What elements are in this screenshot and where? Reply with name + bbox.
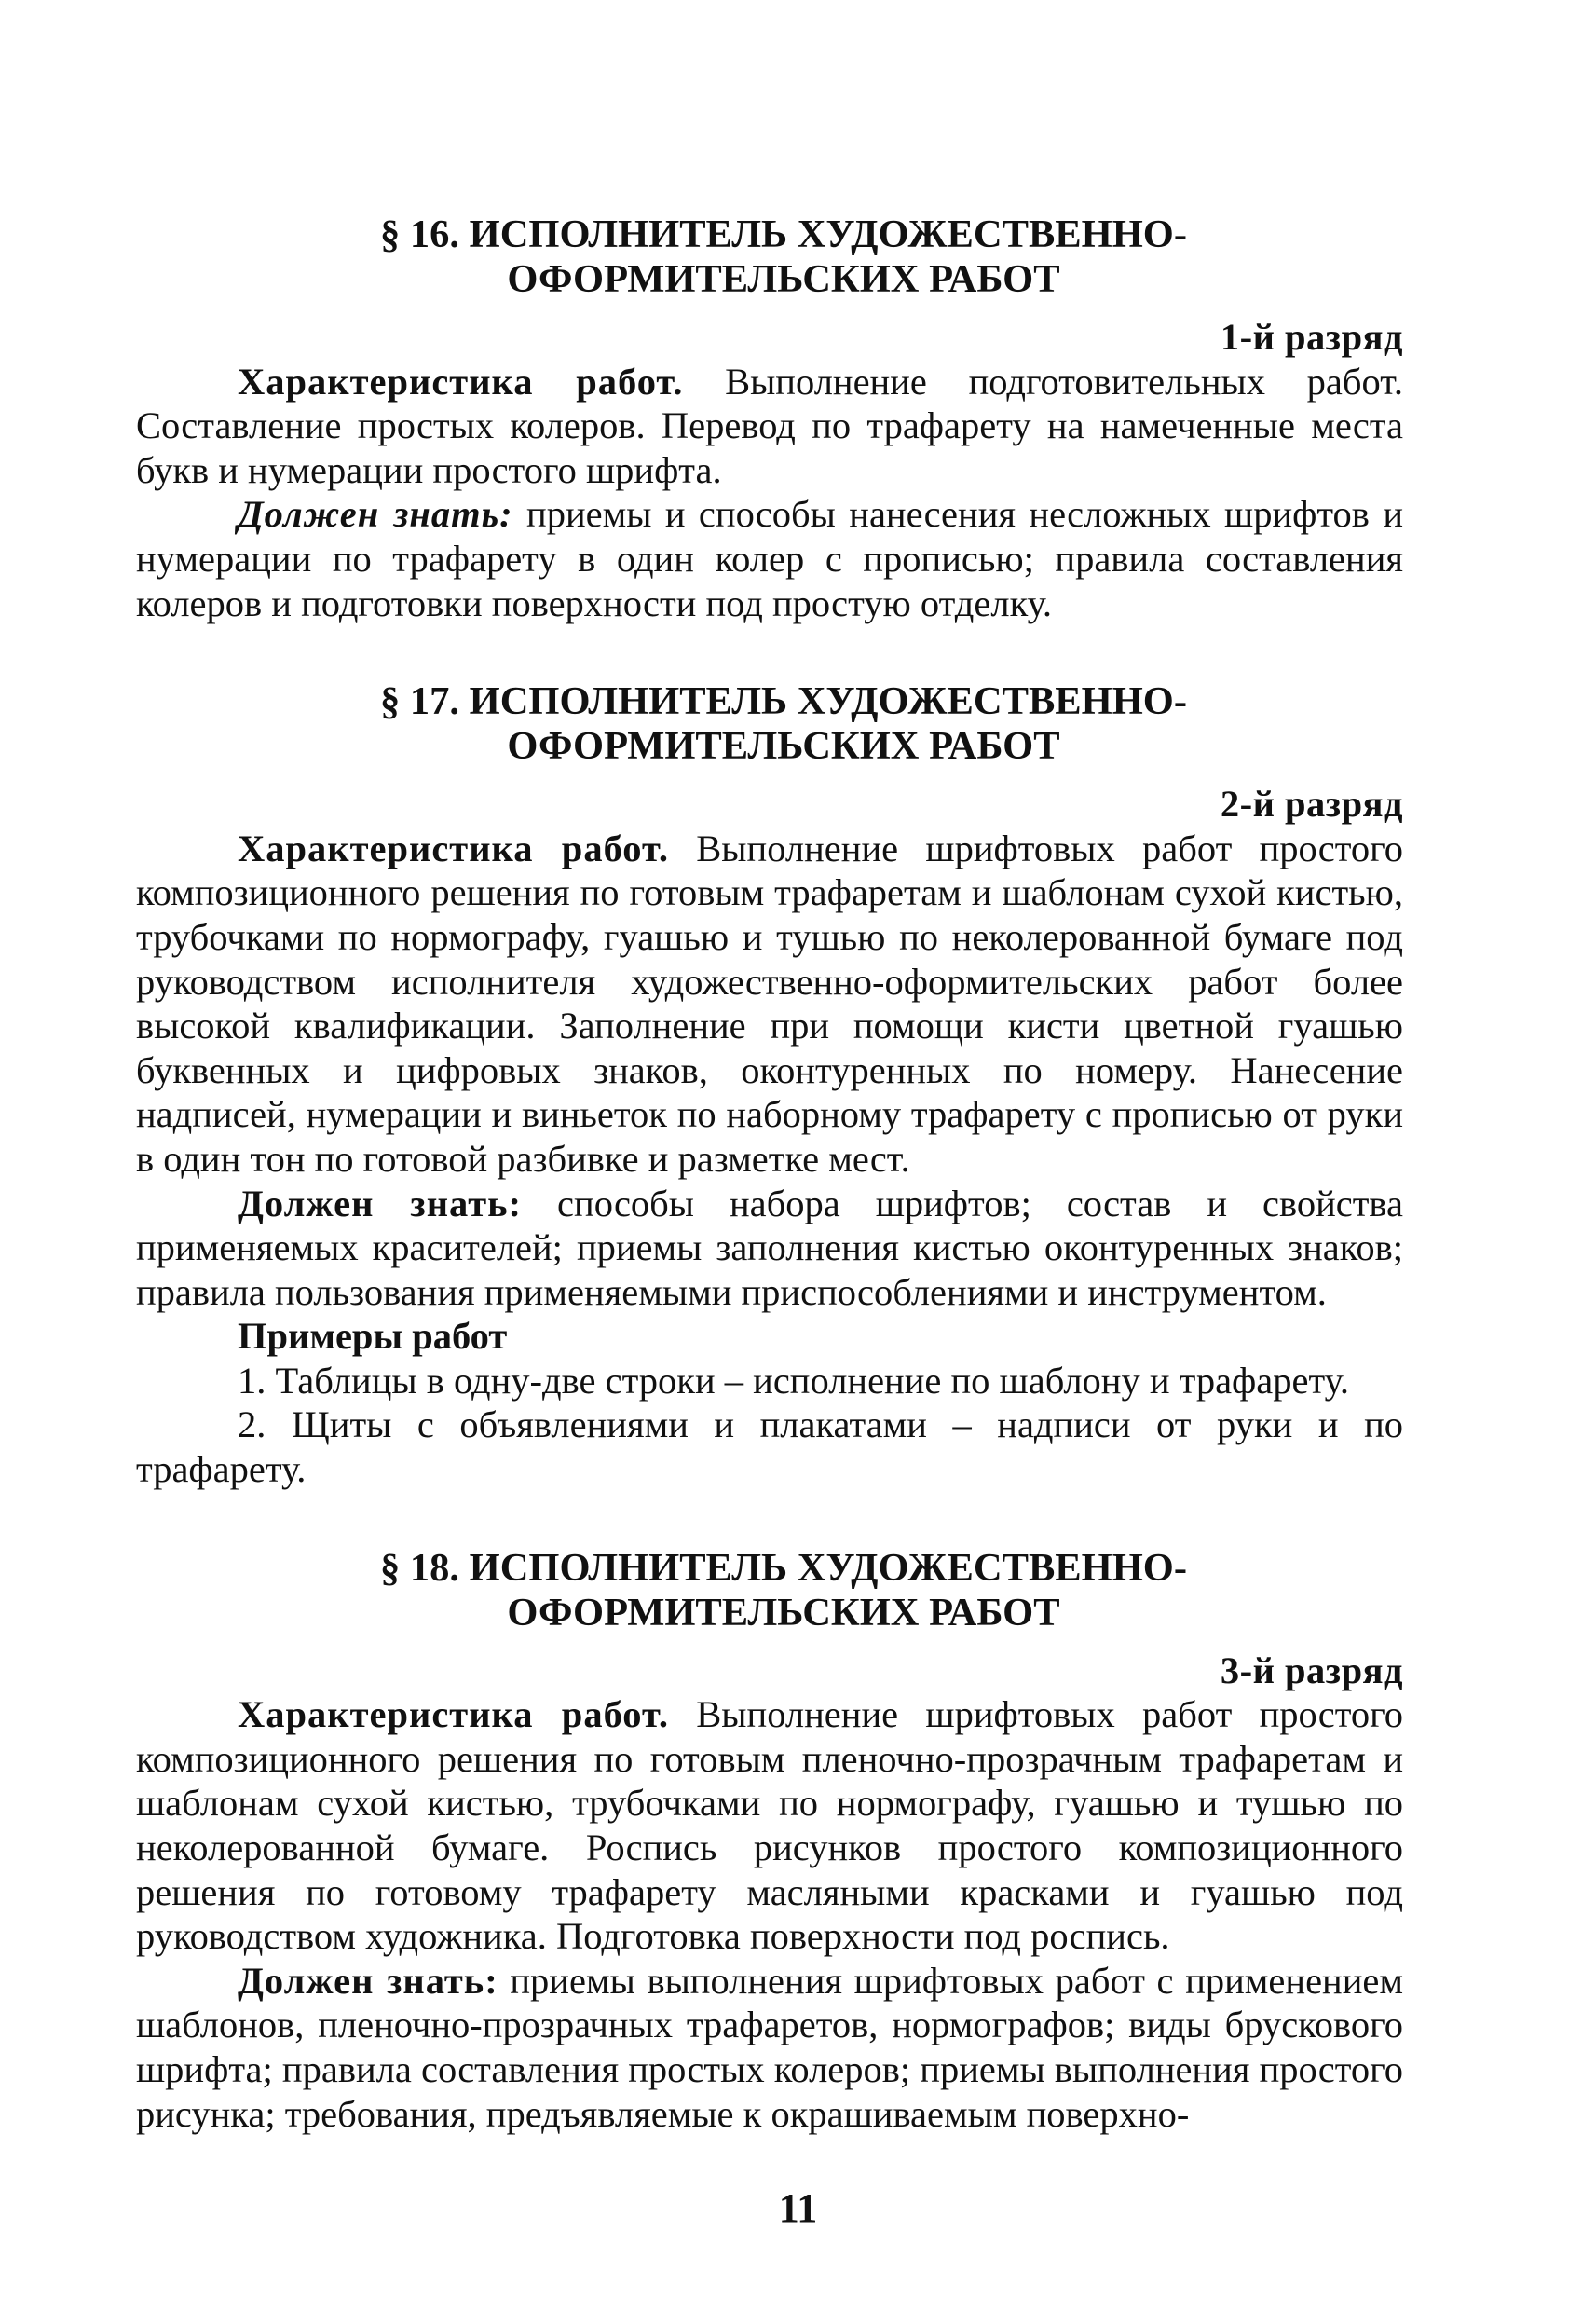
knowledge-label: Должен знать: <box>238 1959 498 2002</box>
section-title-line1: § 17. ИСПОЛНИТЕЛЬ ХУДОЖЕСТВЕННО- <box>380 679 1187 724</box>
section-16 <box>136 212 1403 625</box>
example-item: 1. Таблицы в одну-две строки – исполнение по шаблону и трафарету. <box>238 1359 1349 1402</box>
grade-label: 3-й разряд <box>1220 1648 1403 1691</box>
section-title <box>136 212 1403 302</box>
section-18 <box>136 1546 1403 2137</box>
section-17 <box>136 679 1403 1492</box>
knowledge-paragraph <box>136 1959 1403 2136</box>
knowledge-paragraph <box>136 1182 1403 1315</box>
document-page <box>136 212 1403 2136</box>
page-number: 11 <box>778 2185 818 2231</box>
characteristics-text: Выполнение шрифтовых работ простого композиционного решения по готовым трафаретам и шаблонам сухой кистью, трубочками по нормографу, гуашью и тушью по неколерованной бумаге под руководством исполнителя художественно-оформительских работ более высокой квалификации. Заполнение при помощи кисти цветной гуашью буквенных и цифровых знаков, оконтуренных по номеру. Нанесение надписей, нумерации и виньеток по наборному трафарету с прописью от руки в один тон по готовой разбивке и разметке мест. <box>136 827 1403 1180</box>
section-title-line2: ОФОРМИТЕЛЬСКИХ РАБОТ <box>507 724 1060 769</box>
characteristics-text: Выполнение шрифтовых работ простого композиционного решения по готовым пленочно-прозрачным трафаретам и шаблонам сухой кистью, трубочками по нормографу, гуашью и тушью по неколерованной бумаге. Роспись рисунков простого композиционного решения по готовому трафарету масляными красками и гуашью под руководством художника. Подготовка поверхности под роспись. <box>136 1693 1403 1958</box>
characteristics-label: Характеристика работ. <box>238 827 669 869</box>
section-title-line1: § 18. ИСПОЛНИТЕЛЬ ХУДОЖЕСТВЕННО- <box>380 1545 1187 1590</box>
section-title-line2: ОФОРМИТЕЛЬСКИХ РАБОТ <box>507 257 1060 301</box>
knowledge-text: приемы выполнения шрифтовых работ с применением шаблонов, пленочно-прозрачных трафаретов, нормографов; виды брускового шрифта; правила составления простых колеров; приемы выполнения простого рисунка; требования, предъявляемые к окрашиваемым поверхно- <box>136 1959 1403 2135</box>
knowledge-text: приемы и способы нанесения несложных шрифтов и нумерации по трафарету в один колер с прописью; правила составления колеров и подготовки поверхности под простую отделку. <box>136 493 1403 624</box>
knowledge-label: Должен знать: <box>238 1182 523 1224</box>
grade-label: 2-й разряд <box>1220 783 1403 826</box>
section-title <box>136 679 1403 769</box>
characteristics-paragraph <box>136 1692 1403 1959</box>
knowledge-paragraph <box>136 492 1403 625</box>
knowledge-text: способы набора шрифтов; состав и свойства применяемых красителей; приемы заполнения кистью оконтуренных знаков; правила пользования применяемыми приспособлениями и инструментом. <box>136 1182 1403 1313</box>
example-item: 2. Щиты с объявлениями и плакатами – надписи от руки и по трафарету. <box>136 1403 1403 1491</box>
section-title-line2: ОФОРМИТЕЛЬСКИХ РАБОТ <box>507 1590 1060 1635</box>
characteristics-paragraph <box>136 827 1403 1182</box>
examples-title: Примеры работ <box>238 1315 508 1358</box>
section-title <box>136 1546 1403 1635</box>
characteristics-text: Выполнение подготовительных работ. Составление простых колеров. Перевод по трафарету на намеченные места букв и нумерации простого шрифта. <box>136 360 1403 491</box>
characteristics-label: Характеристика работ. <box>238 360 684 403</box>
section-title-line1: § 16. ИСПОЛНИТЕЛЬ ХУДОЖЕСТВЕННО- <box>380 212 1187 256</box>
characteristics-paragraph <box>136 360 1403 493</box>
grade-label: 1-й разряд <box>1220 316 1403 358</box>
characteristics-label: Характеристика работ. <box>238 1693 669 1736</box>
knowledge-label: Должен знать: <box>238 493 513 536</box>
